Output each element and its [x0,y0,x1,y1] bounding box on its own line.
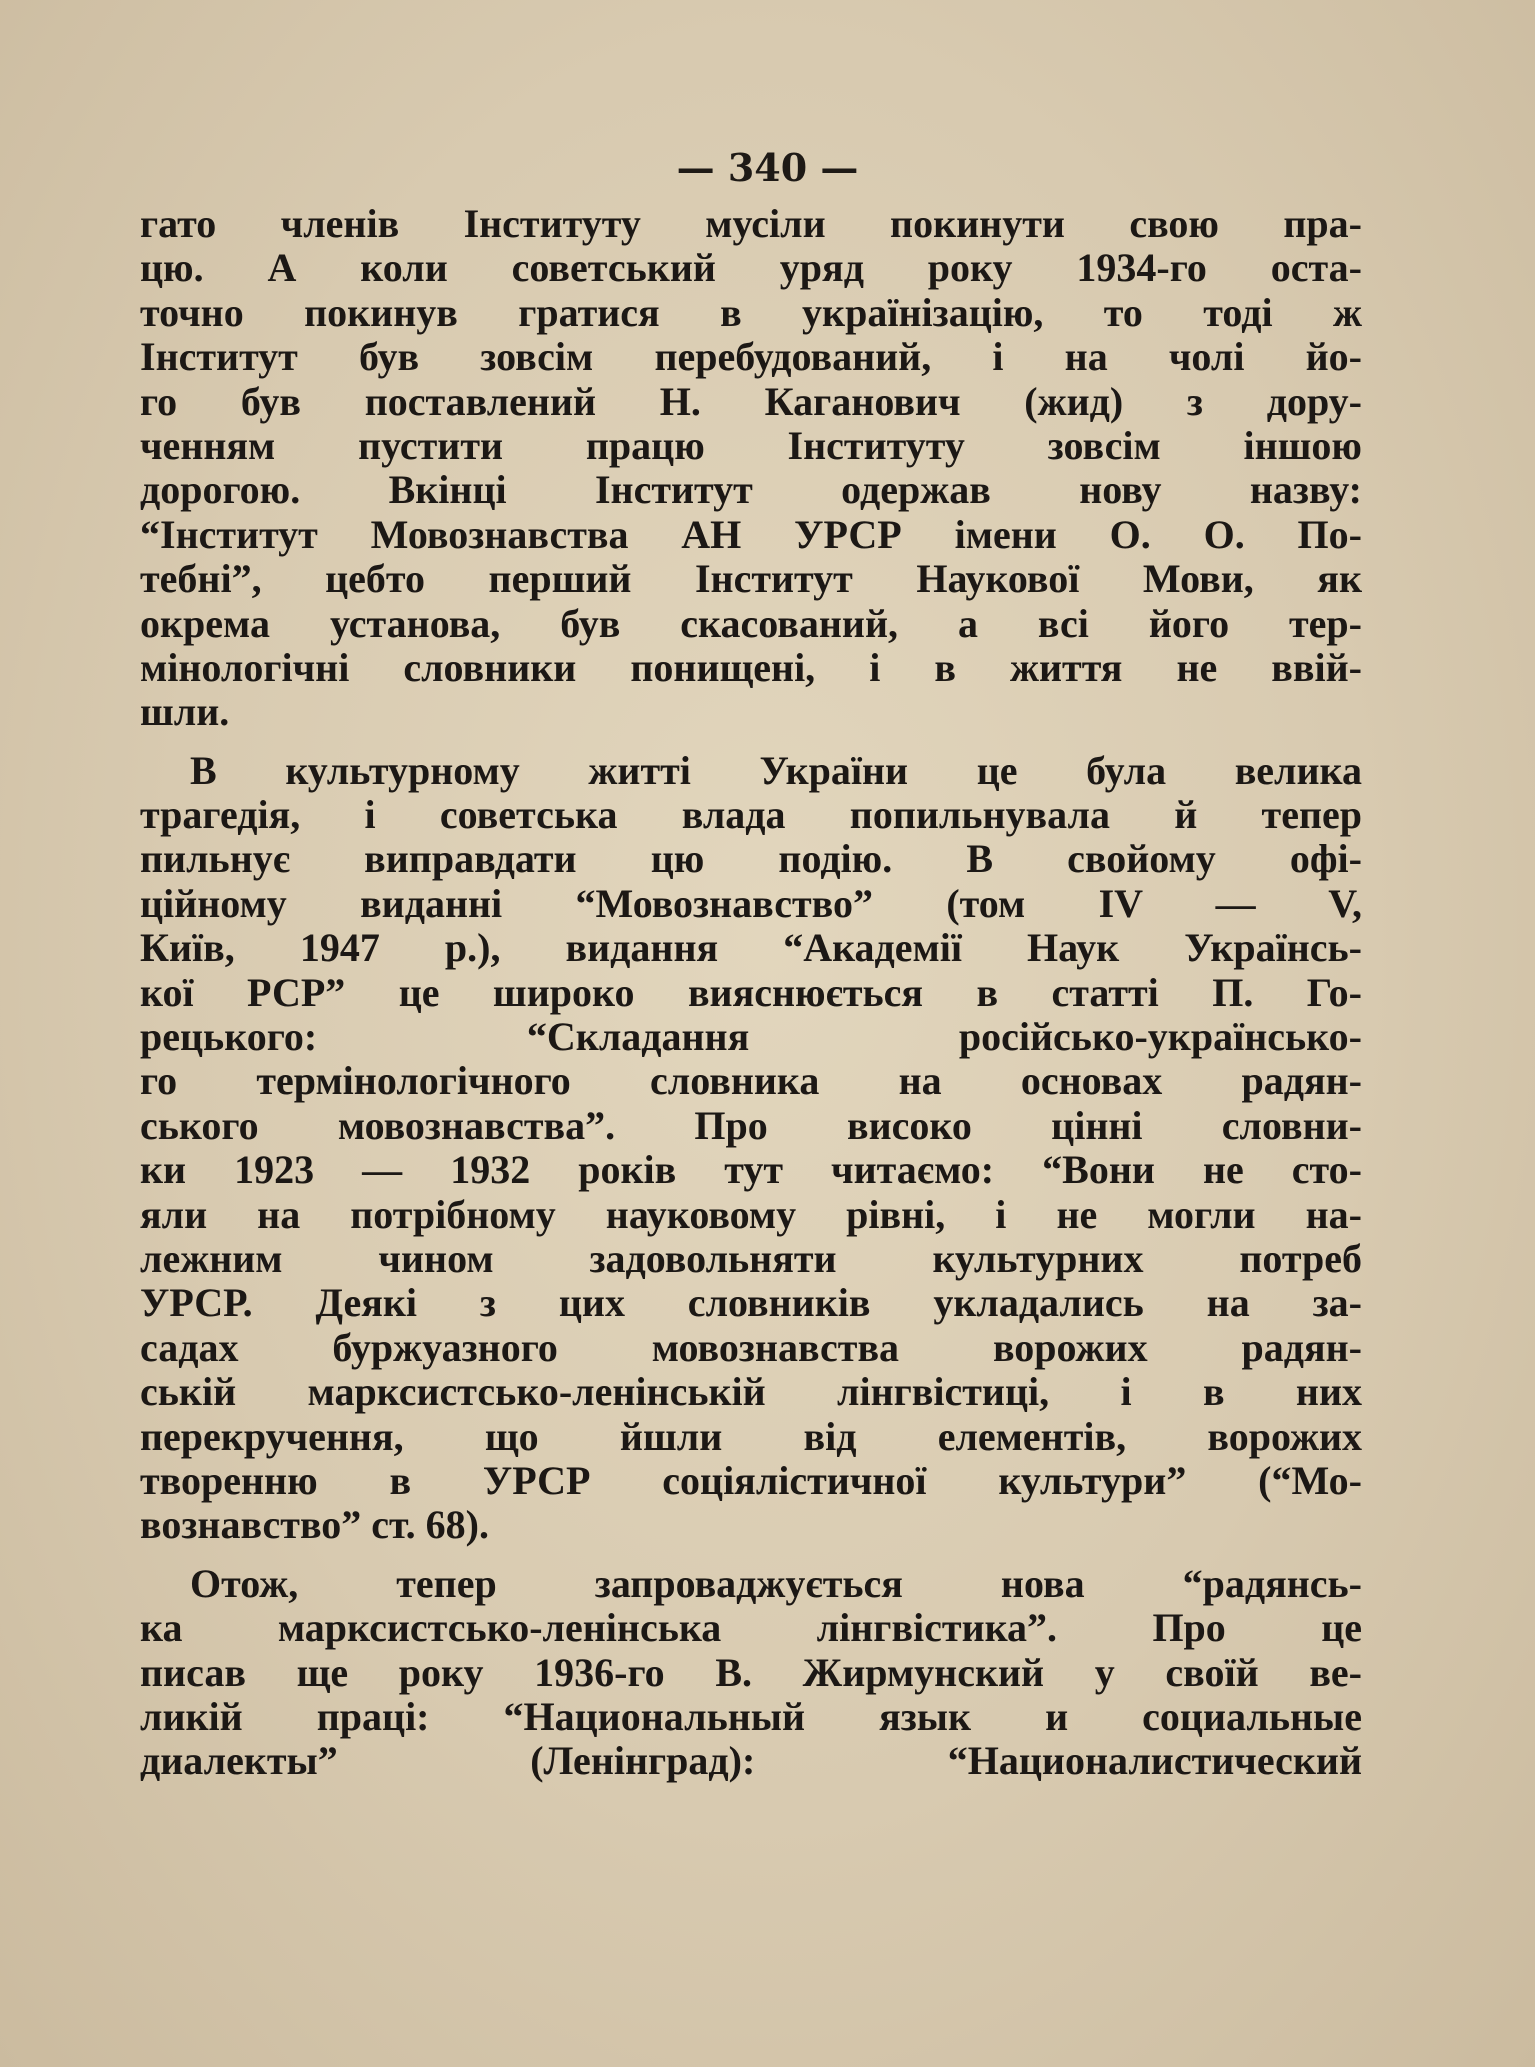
text-line: творенню в УРСР соціялістичної культури” (“Мо- [140,1457,1362,1503]
text-line: Отож, тепер запроваджується нова “радянсь- [190,1560,1362,1606]
text-line: садах буржуазного мовознавства ворожих радян- [140,1324,1362,1370]
text-line: пильнує виправдати цю подію. В свойому офі- [140,836,1362,882]
text-line: УРСР. Деякі з цих словників укладались на за- [140,1280,1362,1326]
text-line: ційному виданні “Мовознавство” (том IV — V, [140,880,1362,926]
text-line: лежним чином задовольняти культурних потреб [140,1235,1362,1281]
text-line: трагедія, і советська влада попильнувала й тепер [140,792,1362,838]
text-line: окрема установа, був скасований, а всі його тер- [140,600,1362,646]
text-line: ки 1923 — 1932 років тут читаємо: “Вони не сто- [140,1147,1362,1193]
text-line: го термінологічного словника на основах радян- [140,1058,1362,1104]
text-line: точно покинув гратися в українізацію, то тоді ж [140,289,1362,335]
text-line: яли на потрібному науковому рівні, і не могли на- [140,1191,1362,1237]
text-line: диалекты” (Ленінград): “Националистический [140,1738,1362,1784]
text-line: рецького: “Складання російсько-українсько- [140,1014,1362,1060]
text-line: мінологічні словники понищені, і в життя не ввій- [140,644,1362,690]
page-number: — 340 — [676,145,859,190]
text-line: писав ще року 1936-го В. Жирмунский у своїй ве- [140,1649,1362,1695]
text-line: Київ, 1947 р.), видання “Академії Наук Українсь- [140,925,1362,971]
text-line: В культурному житті України це була велика [190,747,1362,793]
text-line: шли. [140,689,230,735]
text-line: ченням пустити працю Інституту зовсім іншою [140,422,1362,468]
text-line: перекручення, що йшли від елементів, ворожих [140,1413,1362,1459]
paragraph-gap [140,1548,1362,1562]
text-line: тебні”, цебто перший Інститут Наукової Мови, як [140,556,1362,602]
text-line: вознавство” ст. 68). [140,1502,489,1548]
paragraph-2 [140,749,1362,1548]
paragraph-gap [140,735,1362,749]
text-line: цю. А коли советський уряд року 1934-го оста- [140,245,1362,291]
paragraph-1 [140,202,1362,735]
text-line: го був поставлений Н. Каганович (жид) з дору- [140,378,1362,424]
text-line: дорогою. Вкінці Інститут одержав нову назву: [140,467,1362,513]
text-line: гато членів Інституту мусіли покинути свою пра- [140,201,1362,246]
text-line: кої РСР” це широко вияснюється в статті П. Го- [140,969,1362,1015]
body-text [140,202,1362,1784]
text-line: ка марксистсько-ленінська лінгвістика”. Про це [140,1605,1362,1651]
text-line: Інститут був зовсім перебудований, і на чолі йо- [140,334,1362,380]
text-line: ській марксистсько-ленінській лінгвістиці, і в них [140,1369,1362,1415]
text-line: “Інститут Мовознавства АН УРСР імени О. О. По- [140,511,1362,557]
text-line: ського мовознавства”. Про високо цінні словни- [140,1102,1362,1148]
text-line: ликій праці: “Национальный язык и социальные [140,1693,1362,1739]
paragraph-3 [140,1562,1362,1784]
